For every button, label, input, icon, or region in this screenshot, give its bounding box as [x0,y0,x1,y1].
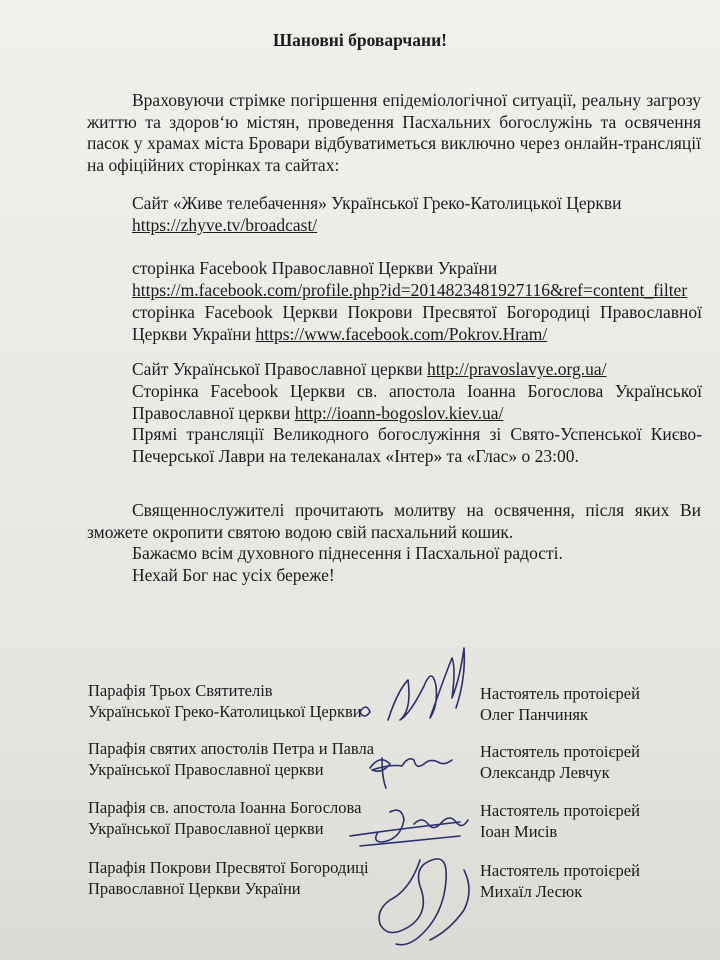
source-fb-ioann-text: Сторінка Facebook Церкви св. апостола Іоанна Богослова Української Православної церкви [132,381,702,423]
closing-blessing: Нехай Бог нас усіх береже! [132,565,335,585]
signatory-2-title: Настоятель протоієрей [480,742,640,761]
signatory-3-name: Іоан Мисів [480,822,558,841]
signatory-2-name: Олександр Левчук [480,763,610,782]
source-fb-pokrov [132,302,702,345]
source-fb-ptsu-text: сторінка Facebook Православної Церкви України [132,258,498,278]
signature-2 [370,758,452,788]
signatory-1-parish-line2: Української Греко-Католицької Церкви [88,702,362,721]
handwritten-signatures [330,640,520,960]
signatory-2-parish-line1: Парафія святих апостолів Петра и Павла [88,739,375,758]
signatory-1-title: Настоятель протоієрей [480,684,640,703]
intro-paragraph: Враховуючи стрімке погіршення епідеміологічної ситуації, реальну загрозу життю та здоров‘ю містян, проведення Пасхальних богослужінь та освячення пасок у храмах міста Бровари відбуватиметься виключно через онлайн-трансляції на офіційних сторінках та сайтах: [87,90,701,175]
signatory-4-name: Михаїл Лесюк [480,882,583,901]
signatory-4-parish-line2: Православної Церкви України [88,879,301,898]
signatory-4-parish-line1: Парафія Покрови Пресвятої Богородиці [88,858,369,877]
document-title: Шановні броварчани! [272,30,448,50]
signature-1 [360,648,464,720]
signatory-3-parish-line2: Української Православної церкви [88,819,324,838]
signatory-1-name: Олег Панчиняк [480,705,588,724]
source-fb-ptsu-link[interactable]: https://m.facebook.com/profile.php?id=2014823481927116&ref=content_filter [132,280,688,300]
signatory-3-title: Настоятель протоієрей [480,801,640,820]
signature-4 [379,859,469,945]
source-fb-ioann [132,381,702,424]
source-zhyve-link[interactable]: https://zhyve.tv/broadcast/ [132,215,318,235]
signature-3 [350,810,468,846]
signatory-2-parish-line2: Української Православної церкви [88,760,324,779]
signatory-3-parish-line1: Парафія св. апостола Іоанна Богослова [88,798,362,817]
source-fb-pokrov-link[interactable]: https://www.facebook.com/Pokrov.Hram/ [255,323,548,344]
source-upc [132,359,702,381]
closing-prayer: Священнослужителі прочитають молитву на освячення, після яких Ви зможете окропити святою водою свій пасхальний кошик. [87,500,701,542]
source-upc-text: Сайт Української Православної церкви [132,359,423,379]
source-fb-pokrov-text: сторінка Facebook Церкви Покрови Пресвятої Богородиці Православної Церкви України [132,302,702,344]
source-zhyve-text: Сайт «Живе телебачення» Української Греко-Католицької Церкви [132,193,622,213]
signatory-1-parish-line1: Парафія Трьох Святителів [88,681,273,700]
source-fb-ioann-link[interactable]: http://ioann-bogoslov.kiev.ua/ [294,402,504,423]
source-upc-link[interactable]: http://pravoslavye.org.ua/ [427,359,607,379]
closing-wish: Бажаємо всім духовного піднесення і Пасхальної радості. [132,543,563,563]
tv-broadcast-note: Прямі трансляції Великодного богослужіння зі Свято-Успенської Києво-Печерської Лаври на телеканалах «Інтер» та «Глас» о 23:00. [132,424,702,466]
signatory-4-title: Настоятель протоієрей [480,861,640,880]
